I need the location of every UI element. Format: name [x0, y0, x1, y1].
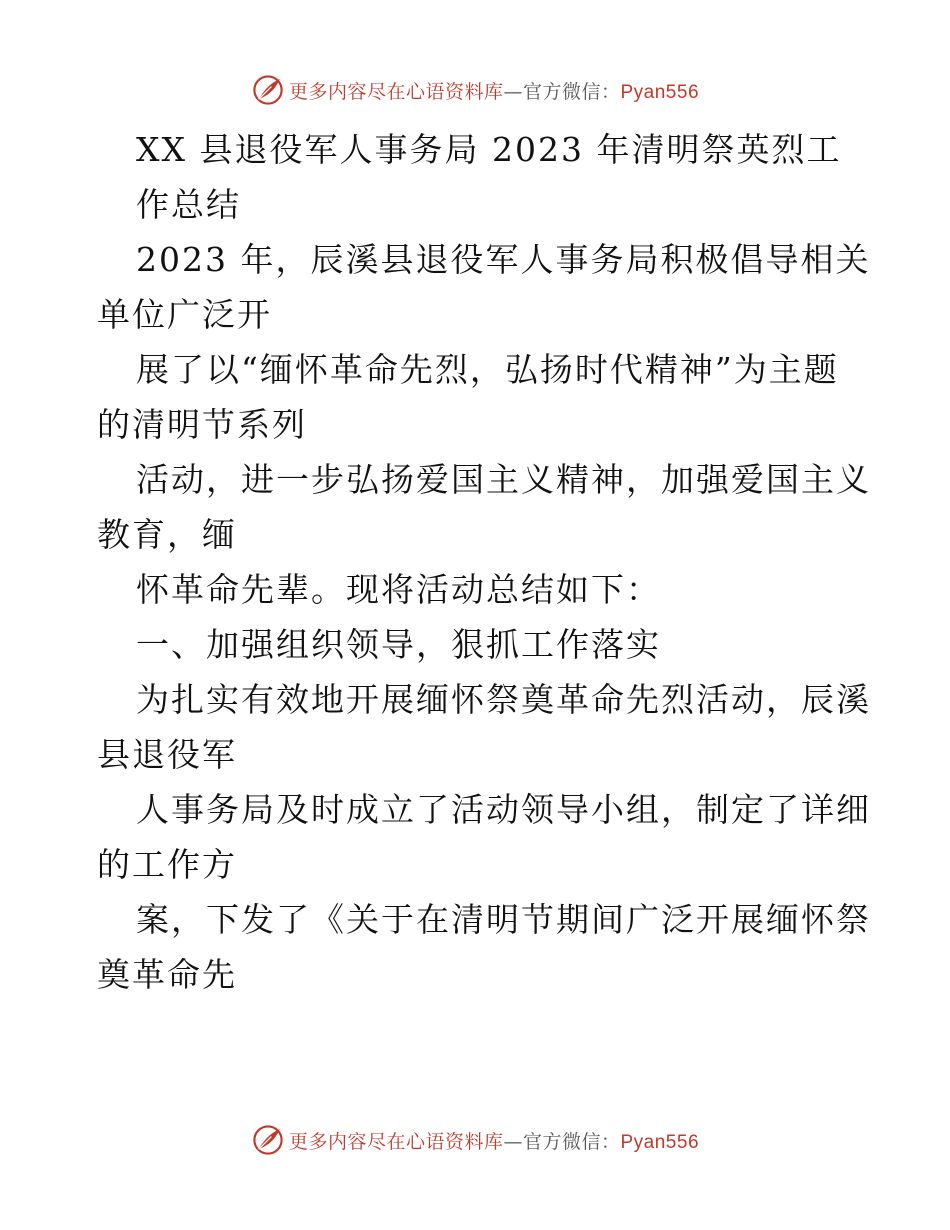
watermark-text	[289, 77, 699, 104]
paragraph-line: 教育，缅	[97, 515, 237, 554]
document-body	[97, 122, 871, 1002]
paragraph-line: 怀革命先辈。现将活动总结如下：	[136, 570, 661, 609]
section-heading: 一、加强组织领导，狠抓工作落实	[136, 625, 661, 664]
footer-watermark	[0, 1120, 950, 1160]
watermark-wechat-label: 官方微信：	[522, 80, 621, 103]
feather-quill-logo-icon	[251, 73, 285, 107]
header-watermark	[0, 70, 950, 110]
watermark-brand: 更多内容尽在心语资料库	[288, 1130, 504, 1153]
paragraph-line: 为扎实有效地开展缅怀祭奠革命先烈活动，辰溪	[136, 680, 871, 719]
watermark-separator: —	[503, 80, 523, 103]
watermark-text	[289, 1127, 699, 1154]
watermark-separator: —	[503, 1130, 523, 1153]
paragraph-line: 县退役军	[97, 735, 237, 774]
paragraph-line: 的工作方	[97, 845, 237, 884]
watermark-wechat-id: Pyan556	[620, 81, 700, 103]
document-title-line-2: 作总结	[136, 185, 241, 224]
paragraph-line: 展了以“缅怀革命先烈，弘扬时代精神”为主题	[136, 350, 839, 389]
feather-quill-logo-icon	[251, 1123, 285, 1157]
watermark-brand: 更多内容尽在心语资料库	[288, 80, 504, 103]
document-title-line-1: XX 县退役军人事务局 2023 年清明祭英烈工	[136, 130, 842, 169]
paragraph-line: 单位广泛开	[97, 295, 272, 334]
paragraph-line: 案，下发了《关于在清明节期间广泛开展缅怀祭	[136, 900, 871, 939]
paragraph-line: 活动，进一步弘扬爱国主义精神，加强爱国主义	[136, 460, 871, 499]
paragraph-line: 2023 年，辰溪县退役军人事务局积极倡导相关	[136, 240, 871, 279]
paragraph-line: 的清明节系列	[97, 405, 307, 444]
paragraph-line: 奠革命先	[97, 955, 237, 994]
paragraph-line: 人事务局及时成立了活动领导小组，制定了详细	[136, 790, 871, 829]
watermark-wechat-label: 官方微信：	[522, 1130, 621, 1153]
watermark-wechat-id: Pyan556	[620, 1131, 700, 1153]
